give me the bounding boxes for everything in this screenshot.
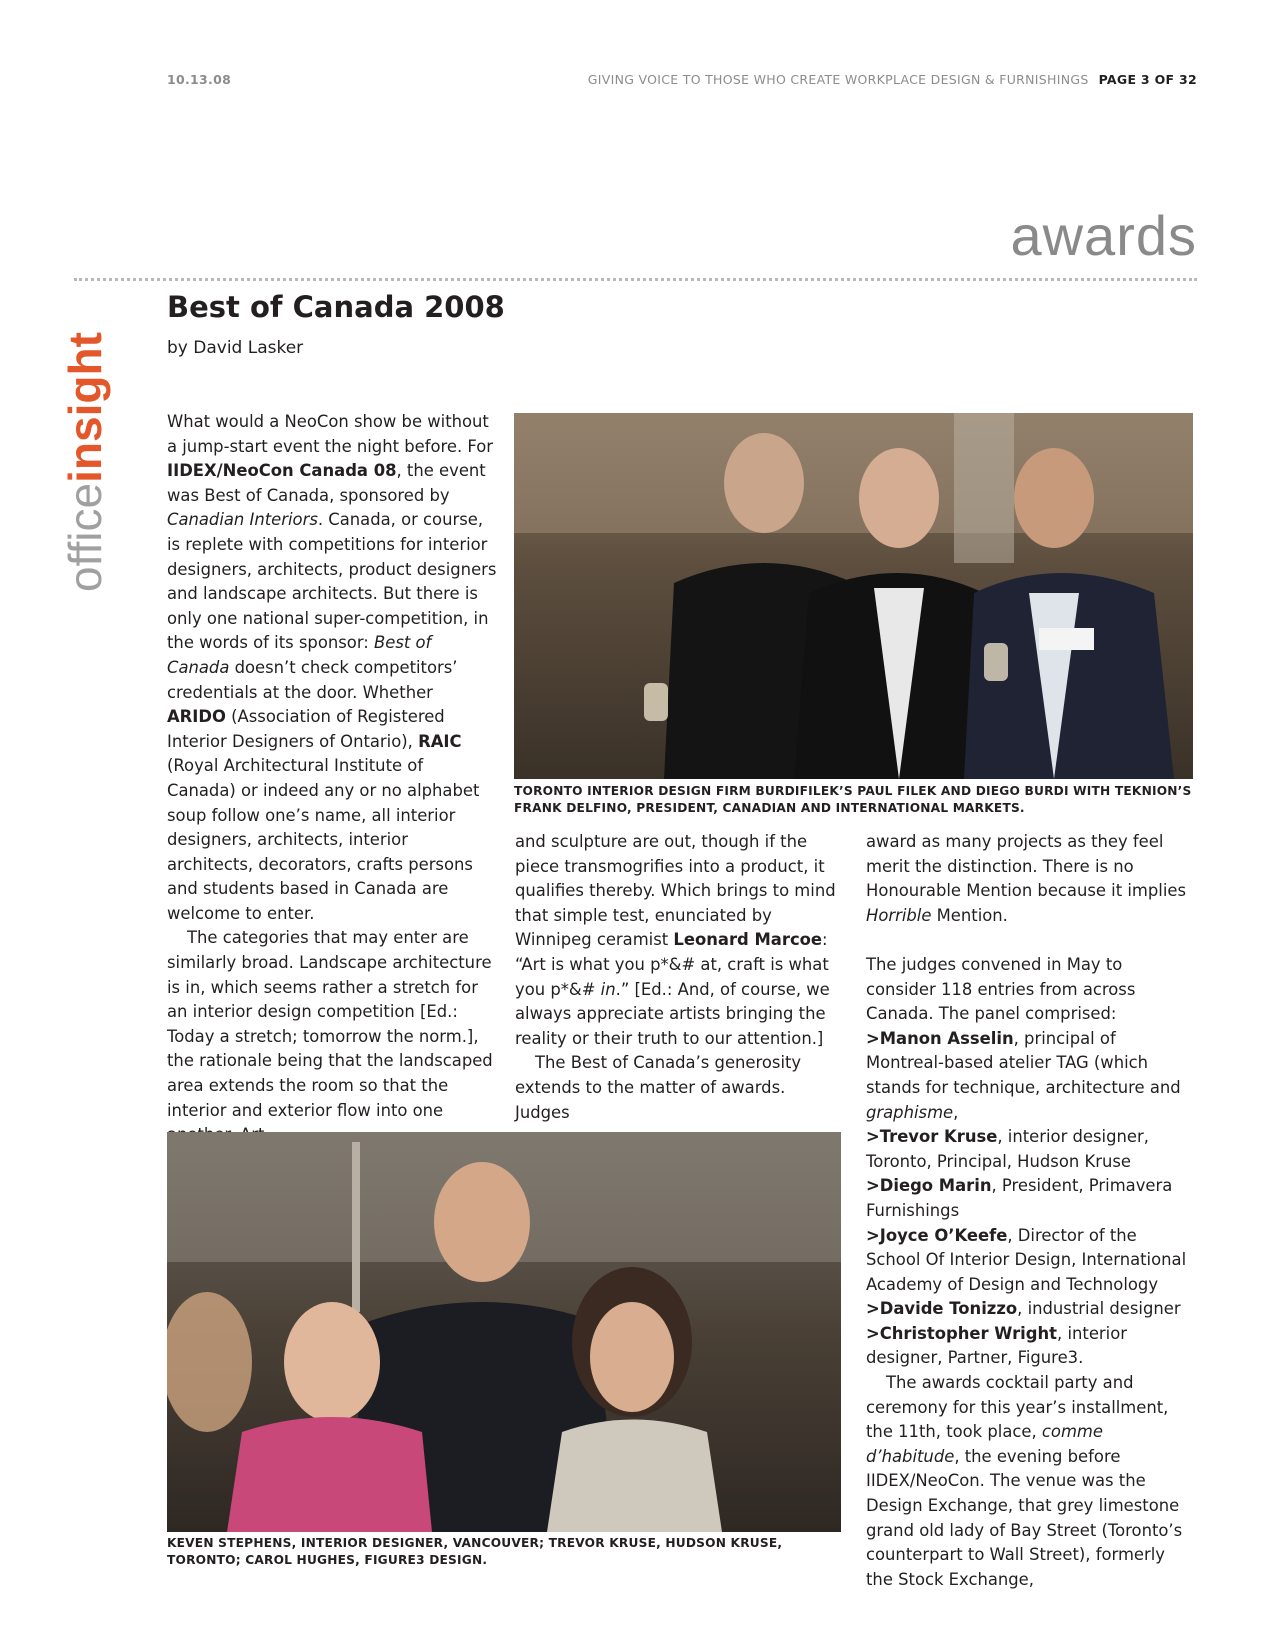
org-name: ARIDO [167, 707, 226, 727]
page-header [588, 72, 1197, 87]
paragraph: The categories that may enter are similarly broad. Landscape architecture is in, which seems rather a stretch for an interior design competition [Ed.: Today a stretch; tomorrow the norm.], the rationale being that the landscaped area extends the room so that the interior and exterior flow into one [167, 928, 493, 1120]
text: What would a NeoCon show be without a jump-start event the night before. For [167, 412, 494, 456]
brand-logo [59, 332, 111, 592]
judge-name: >Davide Tonizzo [866, 1299, 1018, 1319]
emphasis: comme d’habitude [866, 1422, 1103, 1466]
emphasis: graphisme [866, 1102, 954, 1122]
emphasis: Horrible [866, 905, 932, 925]
photo-caption-2: KEVEN STEPHENS, INTERIOR DESIGNER, VANCOUVER; TREVOR KRUSE, HUDSON KRUSE, TORONTO; CAROL HUGHES, FIGURE3 DESIGN. [167, 1536, 783, 1567]
judge-entry [866, 1322, 1196, 1371]
text: and sculpture are out, though if the piece transmogrifies into a product, it qualifies thereby. Which brings to mind that simple test, enunciated by Winnipeg ceramist [515, 832, 836, 950]
event-photo-1-illustration [514, 413, 1193, 779]
competition-name: Best of Canada [167, 633, 432, 677]
text: (Royal Architectural Institute of Canada) or indeed any or no alphabet soup follow one’s name, all interior designers, architects, interior architects, decorators, crafts persons and students based in Canada are welcome to enter. [167, 756, 480, 923]
text: award as many projects as they feel merit the distinction. There is no Honourable Mention because it implies [866, 832, 1187, 901]
judge-name: >Joyce O’Keefe [866, 1225, 1008, 1245]
paragraph: The judges convened in May to consider 118 entries from across Canada. The panel comprised: [866, 954, 1136, 1024]
text: Mention. [931, 905, 1008, 925]
brand-logo-part2: insight [59, 332, 111, 483]
emphasis: in [600, 979, 616, 999]
brand-logo-part1: office [59, 482, 111, 592]
article-column-3 [866, 830, 1196, 1592]
paragraph: The Best of Canada’s generosity extends to the matter of awards. Judges [515, 1053, 802, 1122]
judge-name: >Diego Marin [866, 1176, 992, 1196]
paragraph [866, 830, 1196, 928]
text: .” [Ed.: And, of course, we always appreciate artists bringing the reality or their truth to our attention.] [515, 979, 830, 1048]
judge-name: >Manon Asselin [866, 1028, 1014, 1048]
text: : “Art is what you p*&# at, craft is what you p*&# [515, 930, 829, 999]
paragraph-spacer [866, 928, 1196, 953]
judge-entry [866, 1297, 1196, 1322]
section-title: awards [1010, 204, 1197, 267]
event-photo-1 [514, 413, 1193, 779]
photo-caption-1: TORONTO INTERIOR DESIGN FIRM BURDIFILEK’S PAUL FILEK AND DIEGO BURDI WITH TEKNION’S FRANK DELFINO, PRESIDENT, CANADIAN AND INTERNATIONAL MARKETS. [514, 784, 1192, 815]
publication-tagline: GIVING VOICE TO THOSE WHO CREATE WORKPLACE DESIGN & FURNISHINGS [587, 72, 1089, 87]
text: , the event was Best of Canada, sponsored by [167, 461, 486, 505]
org-name: RAIC [418, 731, 462, 751]
event-photo-2-illustration [167, 1132, 841, 1532]
text: doesn’t check competitors’ credentials at the door. Whether [167, 657, 458, 702]
judge-description: , interior designer, Partner, Figure3. [866, 1323, 1127, 1368]
text: . Canada, or course, is replete with competitions for interior designers, architects, product designers and landscape architects. But there is only one national super-competition, in the words of its sponsor: [167, 510, 497, 653]
judge-name: >Trevor Kruse [866, 1127, 998, 1147]
text: , [953, 1102, 959, 1122]
magazine-name: Canadian Interiors [167, 510, 318, 530]
text: The awards cocktail party and ceremony for this year’s installment, the 11th, took place, [866, 1373, 1169, 1442]
section-divider [74, 278, 1197, 281]
judge-entry [866, 1027, 1196, 1125]
judge-name: >Christopher Wright [866, 1323, 1058, 1343]
person-name: Leonard Marcoe [673, 930, 823, 950]
judge-entry [866, 1174, 1196, 1223]
page-number: PAGE 3 OF 32 [1098, 72, 1197, 87]
text: (Association of Registered Interior Designers of Ontario), [167, 707, 445, 751]
article-title: Best of Canada 2008 [167, 290, 505, 324]
judge-entry [866, 1224, 1196, 1298]
event-photo-2 [167, 1132, 841, 1532]
issue-date: 10.13.08 [167, 72, 232, 87]
article-column-2 [515, 830, 845, 1125]
judge-description: , industrial designer [1017, 1299, 1181, 1319]
event-name: IIDEX/NeoCon Canada 08 [167, 461, 397, 481]
judge-description: , Director of the School Of Interior Design, International Academy of Design and Technology [866, 1225, 1187, 1294]
paragraph [866, 1371, 1196, 1592]
text: , the evening before IIDEX/NeoCon. The venue was the Design Exchange, that grey limestone grand old lady of Bay Street (Toronto’s counterpart to Wall Street), formerly the Stock Exchange, [866, 1446, 1183, 1589]
judge-description: , President, Primavera Furnishings [866, 1176, 1173, 1220]
article-column-1 [167, 410, 497, 1148]
article-byline: by David Lasker [167, 338, 304, 358]
judge-description: , interior designer, Toronto, Principal, Hudson Kruse [866, 1127, 1149, 1171]
judge-entry [866, 1125, 1196, 1174]
paragraph [167, 410, 497, 926]
judge-description: , principal of Montreal-based atelier TAG (which stands for technique, architecture and [866, 1028, 1181, 1097]
paragraph [515, 830, 845, 1051]
